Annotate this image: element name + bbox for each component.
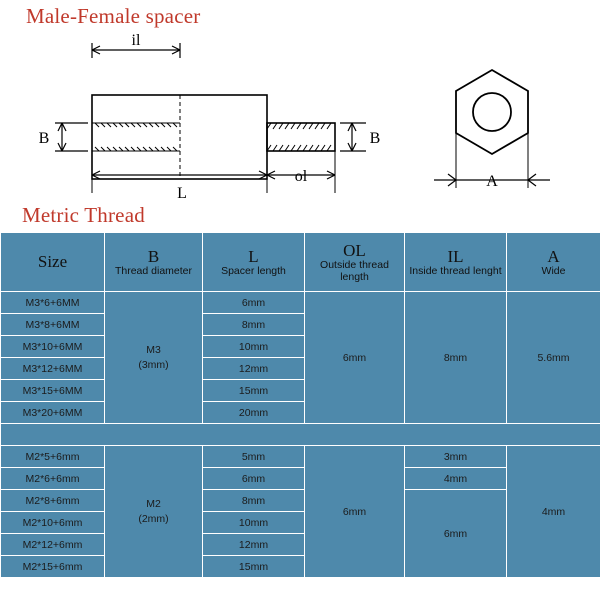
cell-size: M2*6+6mm (1, 468, 105, 490)
header-b (105, 233, 203, 292)
bottom-padding (0, 586, 600, 600)
cell-length: 6mm (203, 468, 305, 490)
cell-b-m3-value: M3 (146, 343, 161, 356)
cell-length: 5mm (203, 446, 305, 468)
cell-length: 15mm (203, 556, 305, 578)
cell-size: M2*15+6mm (1, 556, 105, 578)
b-left-dimension (55, 123, 88, 151)
a-label: A (486, 173, 498, 190)
header-il-sub: Inside thread lenght (409, 264, 502, 277)
table-row (1, 292, 600, 314)
drawing-svg (0, 28, 600, 228)
cell-a-m2: 4mm (507, 446, 600, 578)
table-row (1, 446, 600, 468)
il-label: il (131, 32, 141, 49)
cell-size: M2*5+6mm (1, 446, 105, 468)
b-right-dimension (340, 123, 366, 151)
header-ol-title: OL (343, 240, 366, 260)
header-size (1, 233, 105, 292)
header-l (203, 233, 305, 292)
page-title-spacer: Male-Female spacer (26, 4, 201, 28)
cell-length: 10mm (203, 336, 305, 358)
cell-length: 8mm (203, 314, 305, 336)
b-right-label: B (369, 130, 381, 147)
cell-size: M3*10+6MM (1, 336, 105, 358)
cell-size: M3*8+6MM (1, 314, 105, 336)
cell-length: 6mm (203, 292, 305, 314)
cell-b-m3 (105, 292, 203, 424)
external-thread-shaft (267, 123, 335, 151)
cell-a-m3: 5.6mm (507, 292, 600, 424)
cell-ol-m3: 6mm (305, 292, 405, 424)
cell-b-m3-sub: (3mm) (138, 358, 169, 371)
cell-ol-m2: 6mm (305, 446, 405, 578)
cell-length: 12mm (203, 358, 305, 380)
ol-label: ol (294, 168, 308, 185)
header-il-title: IL (447, 246, 464, 266)
group-separator (1, 424, 600, 446)
metric-thread-table (0, 232, 600, 580)
cell-il-m2-4mm: 4mm (405, 468, 507, 490)
table-header-row (1, 233, 600, 292)
cell-length: 20mm (203, 402, 305, 424)
external-thread-hatching (267, 123, 331, 151)
cell-size: M2*8+6mm (1, 490, 105, 512)
cell-b-m2 (105, 446, 203, 578)
b-left-label: B (38, 130, 50, 147)
header-b-sub: Thread diameter (114, 264, 193, 277)
cell-length: 10mm (203, 512, 305, 534)
internal-thread-hatching (92, 123, 180, 151)
cell-il-m3: 8mm (405, 292, 507, 424)
spec-table (0, 232, 600, 578)
header-ol-sub: Outside thread length (320, 258, 389, 283)
cell-b-m2-sub: (2mm) (138, 512, 169, 525)
header-a-sub: Wide (541, 264, 566, 277)
cell-length: 15mm (203, 380, 305, 402)
header-a-title: A (547, 246, 560, 266)
cell-size: M2*10+6mm (1, 512, 105, 534)
header-l-title: L (248, 246, 259, 266)
header-a (507, 233, 600, 292)
cell-size: M2*12+6mm (1, 534, 105, 556)
hex-outline (456, 70, 528, 154)
cell-il-m2-6mm: 6mm (405, 490, 507, 578)
header-l-sub: Spacer length (221, 264, 286, 277)
header-ol (305, 233, 405, 292)
cell-length: 12mm (203, 534, 305, 556)
header-b-title: B (147, 246, 160, 266)
header-size-title: Size (37, 252, 68, 272)
cell-size: M3*20+6MM (1, 402, 105, 424)
cell-size: M3*15+6MM (1, 380, 105, 402)
header-il (405, 233, 507, 292)
cell-size: M3*12+6MM (1, 358, 105, 380)
l-label: L (177, 185, 187, 202)
cell-il-m2-3mm: 3mm (405, 446, 507, 468)
cell-size: M3*6+6MM (1, 292, 105, 314)
spacer-technical-drawing (0, 28, 600, 228)
group-separator-row (1, 424, 600, 446)
cell-length: 8mm (203, 490, 305, 512)
hex-bore-circle (473, 93, 511, 131)
page-title-thread: Metric Thread (22, 203, 145, 227)
cell-b-m2-value: M2 (146, 497, 161, 510)
